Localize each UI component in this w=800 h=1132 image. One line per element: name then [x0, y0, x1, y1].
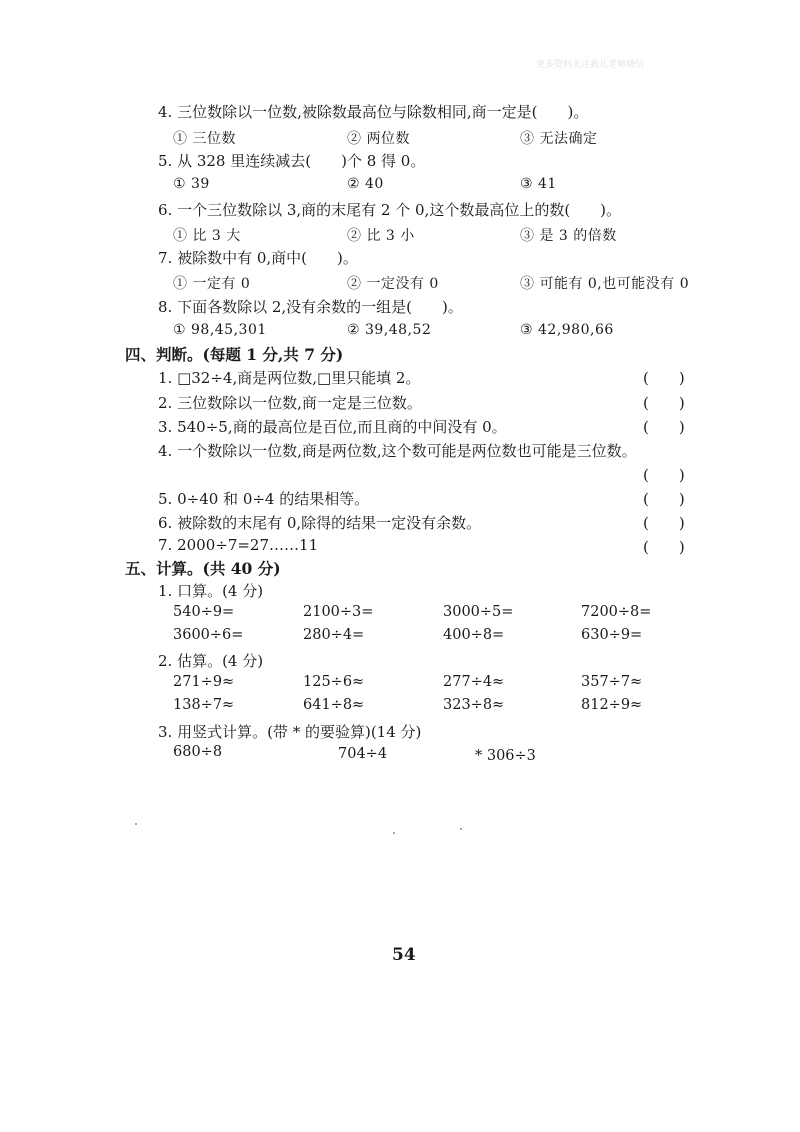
oral-problem: 3600÷6=: [173, 627, 244, 643]
oral-problem: 630÷9=: [581, 627, 643, 643]
oral-problem: 400÷8=: [443, 627, 505, 643]
estimate-problem: 323÷8≈: [443, 697, 505, 713]
choice-5-option-3: ③ 41: [520, 176, 557, 192]
choice-7-option-3: ③ 可能有 0,也可能没有 0: [520, 276, 690, 292]
choice-7-option-2: ② 一定没有 0: [347, 276, 439, 292]
choice-question-4: 4. 三位数除以一位数,被除数最高位与除数相同,商一定是( )。: [158, 103, 589, 121]
judge-item-6: 6. 被除数的末尾有 0,除得的结果一定没有余数。: [158, 514, 482, 532]
choice-4-option-3: ③ 无法确定: [520, 131, 598, 147]
estimate-label: 2. 估算。(4 分): [158, 652, 264, 670]
choice-question-8: 8. 下面各数除以 2,没有余数的一组是( )。: [158, 298, 463, 316]
choice-8-option-2: ② 39,48,52: [347, 322, 432, 338]
judge-item-1: 1. □32÷4,商是两位数,□里只能填 2。: [158, 369, 421, 387]
scan-speck: [460, 828, 462, 830]
estimate-problem: 125÷6≈: [303, 674, 365, 690]
choice-question-6: 6. 一个三位数除以 3,商的末尾有 2 个 0,这个数最高位上的数( )。: [158, 201, 622, 219]
estimate-problem: 357÷7≈: [581, 674, 643, 690]
oral-problem: 540÷9=: [173, 604, 235, 620]
choice-8-option-1: ① 98,45,301: [173, 322, 267, 338]
choice-5-option-1: ① 39: [173, 176, 210, 192]
scan-speck: [135, 823, 137, 825]
judge-answer-5[interactable]: ( ): [643, 490, 685, 508]
estimate-problem: 641÷8≈: [303, 697, 365, 713]
judge-section-title: 四、判断。(每题 1 分,共 7 分): [125, 345, 344, 364]
vertical-problem: 704÷4: [338, 746, 388, 762]
judge-answer-6[interactable]: ( ): [643, 514, 685, 532]
judge-item-7: 7. 2000÷7=27……11: [158, 536, 319, 554]
estimate-problem: 138÷7≈: [173, 697, 235, 713]
page-number: 54: [392, 945, 416, 965]
choice-question-7: 7. 被除数中有 0,商中( )。: [158, 249, 358, 267]
judge-answer-4[interactable]: ( ): [643, 466, 685, 484]
vertical-calc-label: 3. 用竖式计算。(带 * 的要验算)(14 分): [158, 723, 422, 741]
choice-6-option-2: ② 比 3 小: [347, 228, 415, 244]
judge-item-4: 4. 一个数除以一位数,商是两位数,这个数可能是两位数也可能是三位数。: [158, 442, 637, 460]
vertical-problem-with-check: * 306÷3: [475, 748, 536, 764]
choice-6-option-3: ③ 是 3 的倍数: [520, 228, 617, 244]
choice-7-option-1: ① 一定有 0: [173, 276, 251, 292]
judge-item-5: 5. 0÷40 和 0÷4 的结果相等。: [158, 490, 370, 508]
judge-item-2: 2. 三位数除以一位数,商一定是三位数。: [158, 394, 422, 412]
choice-4-option-1: ① 三位数: [173, 131, 236, 147]
oral-problem: 2100÷3=: [303, 604, 374, 620]
scan-speck: [393, 832, 395, 834]
choice-6-option-1: ① 比 3 大: [173, 228, 241, 244]
estimate-problem: 271÷9≈: [173, 674, 235, 690]
oral-problem: 280÷4=: [303, 627, 365, 643]
judge-answer-1[interactable]: ( ): [643, 369, 685, 387]
calc-section-title: 五、计算。(共 40 分): [125, 559, 281, 578]
watermark-text: 更多资料关注我儿老师微信: [536, 60, 645, 70]
estimate-problem: 277÷4≈: [443, 674, 505, 690]
choice-8-option-3: ③ 42,980,66: [520, 322, 614, 338]
oral-problem: 3000÷5=: [443, 604, 514, 620]
vertical-problem: 680÷8: [173, 744, 223, 760]
choice-4-option-2: ② 两位数: [347, 131, 410, 147]
oral-problem: 7200÷8=: [581, 604, 652, 620]
judge-answer-3[interactable]: ( ): [643, 418, 685, 436]
choice-question-5: 5. 从 328 里连续减去( )个 8 得 0。: [158, 152, 426, 170]
oral-calc-label: 1. 口算。(4 分): [158, 582, 264, 600]
judge-answer-7[interactable]: ( ): [643, 538, 685, 556]
judge-answer-2[interactable]: ( ): [643, 394, 685, 412]
judge-item-3: 3. 540÷5,商的最高位是百位,而且商的中间没有 0。: [158, 418, 507, 436]
estimate-problem: 812÷9≈: [581, 697, 643, 713]
choice-5-option-2: ② 40: [347, 176, 384, 192]
